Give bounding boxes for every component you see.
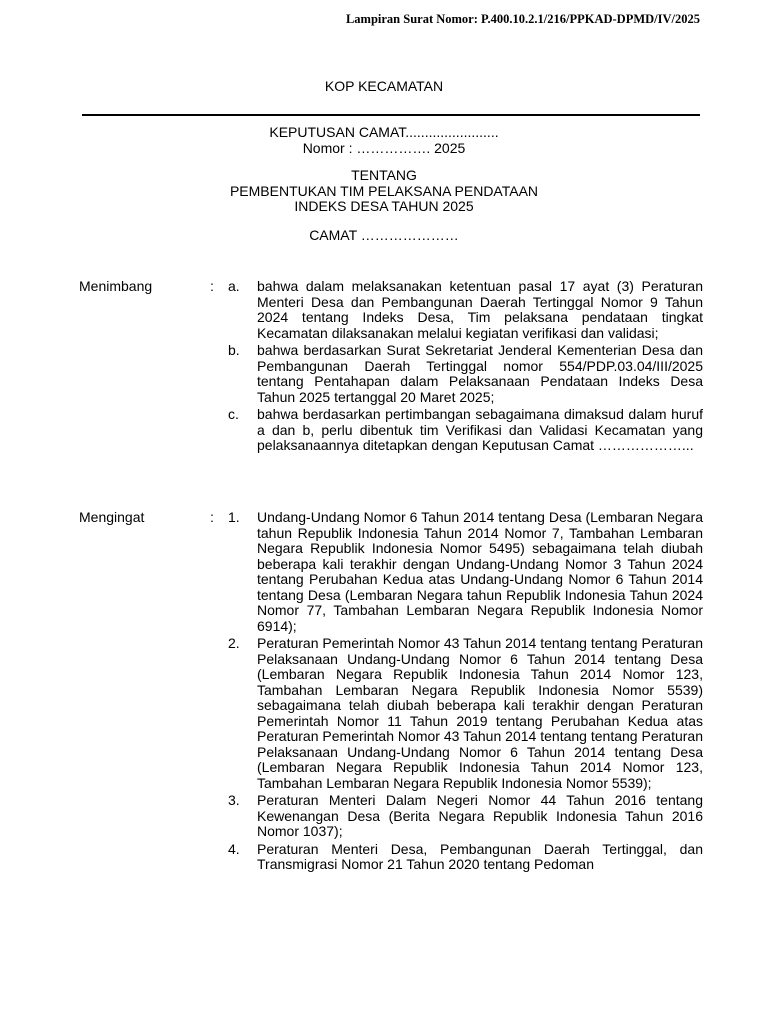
item-text: Peraturan Pemerintah Nomor 43 Tahun 2014 tentang tentang Peraturan Pelaksanaan Undang-Undang Nomor 6 Tahun 2014 tentang Desa (Lembaran Negara Republik Indonesia Tahun 2014 Nomor 123, Tambahan Lembaran Negara Republik Indonesia Nomor 5539) sebagaimana telah diubah beberapa kali terakhir dengan Peraturan Pemerintah Nomor 11 Tahun 2019 tentang Perubahan Kedua atas Peraturan Pemerintah Nomor 43 Tahun 2014 tentang tentang Peraturan Pelaksanaan Undang-Undang Nomor 6 Tahun 2014 tentang Desa (Lembaran Negara Republik Indonesia Tahun 2014 Nomor 123, Tambahan Lembaran Negara Republik Indonesia Nomor 5539); xyxy=(257,635,703,791)
item-marker: 1. xyxy=(228,509,240,525)
mengingat-item xyxy=(0,636,768,791)
item-text: bahwa dalam melaksanakan ketentuan pasal 17 ayat (3) Peraturan Menteri Desa dan Pembangunan Daerah Tertinggal Nomor 9 Tahun 2024 tentang Indeks Desa, Tim pelaksana pendataan tingkat Kecamatan dilaksanakan melalui kegiatan verifikasi dan validasi; xyxy=(257,278,703,341)
item-text: bahwa berdasarkan pertimbangan sebagaimana dimaksud dalam huruf a dan b, perlu dibentuk tim Verifikasi dan Validasi Kecamatan yang pelaksanaannya ditetapkan dengan Keputusan Camat ………………... xyxy=(257,406,703,453)
menimbang-item xyxy=(0,407,768,454)
letterhead-placeholder: KOP KECAMATAN xyxy=(324,78,444,94)
mengingat-section xyxy=(0,510,768,875)
menimbang-item xyxy=(0,279,768,341)
decree-heading xyxy=(0,125,768,156)
item-marker: 2. xyxy=(228,635,240,651)
menimbang-item xyxy=(0,343,768,405)
mengingat-item xyxy=(0,793,768,840)
mengingat-label: Mengingat xyxy=(79,509,145,525)
item-text: Peraturan Menteri Desa, Pembangunan Daerah Tertinggal, dan Transmigrasi Nomor 21 Tahun 2020 tentang Pedoman xyxy=(257,840,703,872)
decree-subject xyxy=(0,168,768,215)
item-text: bahwa berdasarkan Surat Sekretariat Jenderal Kementerian Desa dan Pembangunan Daerah Tertinggal nomor 554/PDP.03.04/III/2025 tentang Pentahapan dalam Pelaksanaan Pendataan Indeks Desa Tahun 2025 tertanggal 20 Maret 2025; xyxy=(257,342,703,405)
mengingat-item xyxy=(0,842,768,873)
subject-line-2: PEMBENTUKAN TIM PELAKSANA PENDATAAN xyxy=(229,182,539,199)
subject-line-1: TENTANG xyxy=(351,167,417,183)
menimbang-section xyxy=(0,279,768,456)
mengingat-item xyxy=(0,510,768,634)
mengingat-colon: : xyxy=(210,509,214,525)
item-text: Peraturan Menteri Dalam Negeri Nomor 44 Tahun 2016 tentang Kewenangan Desa (Berita Negara Republik Indonesia Tahun 2016 Nomor 1037); xyxy=(257,792,703,839)
letterhead-rule xyxy=(82,114,700,116)
item-text: Undang-Undang Nomor 6 Tahun 2014 tentang Desa (Lembaran Negara tahun Republik Indonesia Tahun 2014 Nomor 7, Tambahan Lembaran Negara Republik Indonesia Nomor 5495) sebagaimana telah diubah beberapa kali terakhir dengan Undang-Undang Nomor 3 Tahun 2024 tentang Perubahan Kedua atas Undang-Undang Nomor 6 Tahun 2014 tentang Desa (Lembaran Negara tahun Republik Indonesia Tahun 2024 Nomor 77, Tambahan Lembaran Negara Republik Indonesia Nomor 6914); xyxy=(257,509,703,634)
menimbang-label: Menimbang xyxy=(79,278,153,294)
subject-line-3: INDEKS DESA TAHUN 2025 xyxy=(294,198,474,214)
item-marker: c. xyxy=(228,406,239,422)
item-marker: 4. xyxy=(228,840,240,857)
item-marker: b. xyxy=(228,342,240,358)
decree-title: KEPUTUSAN CAMAT........................ xyxy=(269,124,499,140)
item-marker: a. xyxy=(228,278,240,294)
item-marker: 3. xyxy=(228,792,240,808)
camat-line: CAMAT ………………… xyxy=(309,227,459,243)
menimbang-colon: : xyxy=(210,278,214,294)
decree-number: Nomor : ……………. 2025 xyxy=(302,139,466,156)
attachment-reference: Lampiran Surat Nomor: P.400.10.2.1/216/PPKAD-DPMD/IV/2025 xyxy=(345,12,700,26)
